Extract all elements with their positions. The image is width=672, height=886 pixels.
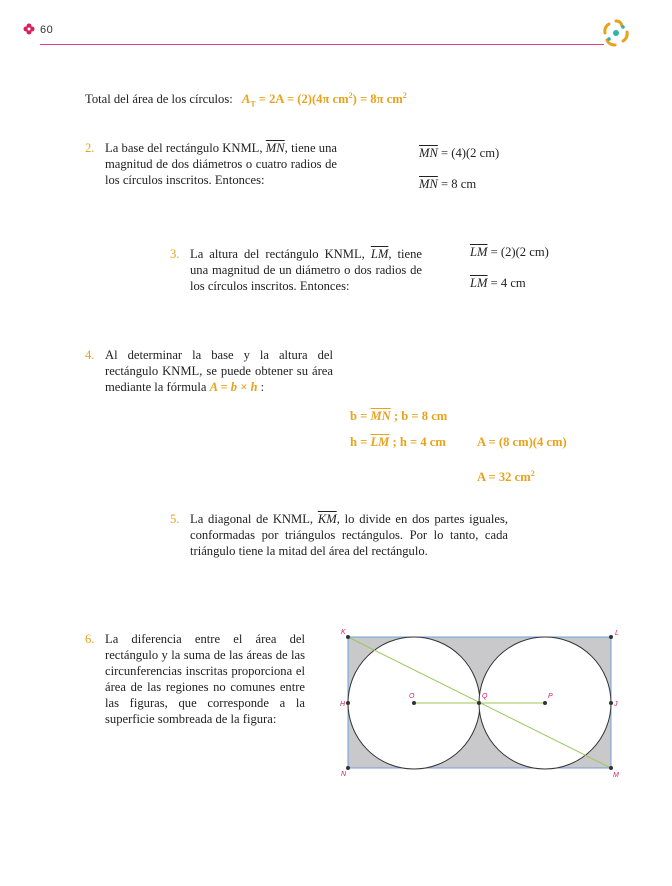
- item-5-text: 5. La diagonal de KNML, $\overline{KM}$, lo divide en dos partes iguales, conformadas por triángulos rectángulos. Por lo tanto, cada triángulo tiene la mitad del área del rectángulo.: [170, 512, 508, 558]
- geometry-figure: [336, 626, 626, 782]
- item-2-eq2: $\overline{MN} = 8$ cm: [419, 177, 477, 191]
- label-p: P: [548, 693, 553, 700]
- item-2-eq1: $\overline{MN} = (4)(2$ cm): [419, 146, 500, 160]
- item-2-text: 2. La base del rectángulo KNML, $\overline{MN}$, tiene una magnitud de dos diámetros o cuatro radios de los círculos inscritos. Entonces:: [85, 141, 337, 187]
- item-4-base: $b = \overline{MN}$ ; b = 8 cm: [350, 409, 448, 423]
- label-n: N: [341, 771, 347, 778]
- label-m: M: [613, 772, 619, 779]
- item-4-area-eq: A = (8 cm)(4 cm): [477, 435, 567, 449]
- item-3-eq1: $\overline{LM} = (2)(2$ cm): [470, 245, 549, 259]
- total-formula: $A_T = 2A = (2)(4\pi$ $cm^2) = 8\pi$ $cm^2$: [241, 91, 407, 109]
- item-3-eq2: $\overline{LM} = 4$ cm: [470, 276, 526, 290]
- total-line: [85, 88, 407, 113]
- item-4-height: $h = \overline{LM}$ ; h = 4 cm: [350, 435, 446, 449]
- total-label: Total del área de los círculos:: [85, 92, 233, 107]
- item-6-text: 6. La diferencia entre el área del rectángulo y la suma de las áreas de las circunferencias inscritas proporciona el área de las regiones no comunes entre las figuras, que corresponde a la superficie sombreada de la figura:: [85, 632, 305, 726]
- label-j: J: [614, 701, 618, 708]
- label-k: K: [341, 629, 346, 636]
- label-q: Q: [482, 693, 488, 700]
- item-3-text: 3. La altura del rectángulo KNML, $\overline{LM}$, tiene una magnitud de un diámetro o dos radios de los círculos inscritos. Entonces:: [170, 247, 422, 293]
- flower-icon: [23, 23, 35, 35]
- label-o: O: [409, 693, 415, 700]
- logo-icon: [601, 18, 631, 48]
- label-h: H: [340, 701, 346, 708]
- item-4-text: 4. Al determinar la base y la altura del rectángulo KNML, se puede obtener su área mediante la fórmula A = b × h :: [85, 348, 333, 394]
- page-number: 60: [40, 24, 54, 36]
- header-rule: [40, 44, 604, 45]
- label-l: L: [615, 630, 619, 637]
- item-4-result: A = 32 $cm^2$: [477, 469, 535, 485]
